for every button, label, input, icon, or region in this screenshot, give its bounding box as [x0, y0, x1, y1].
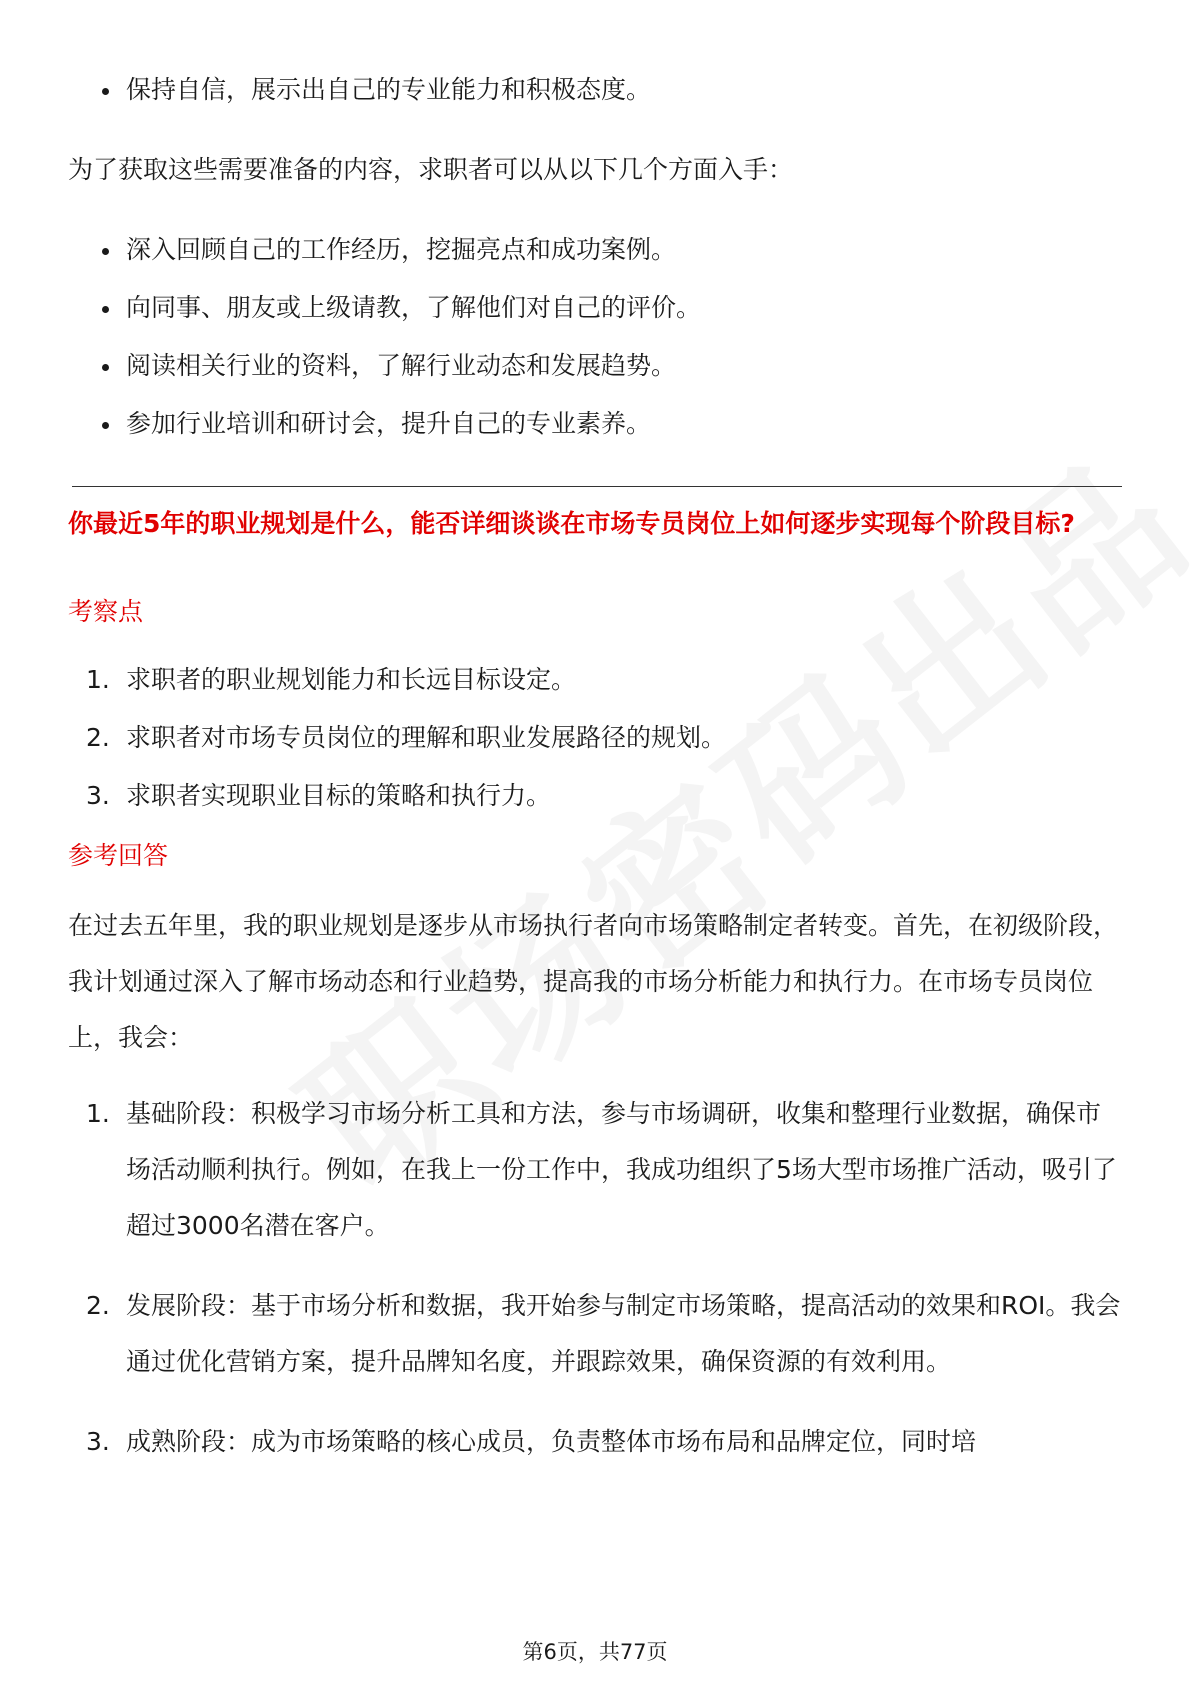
list-item [72, 1278, 1122, 1390]
list-item-text: 向同事、朋友或上级请教，了解他们对自己的评价。 [126, 293, 702, 322]
list-item-text: 保持自信，展示出自己的专业能力和积极态度。 [126, 75, 652, 104]
bullet-dot-icon [102, 422, 109, 429]
list-item-text: 参加行业培训和研讨会，提升自己的专业素养。 [126, 409, 652, 438]
list-item [72, 406, 1122, 442]
list-item-text: 求职者对市场专员岗位的理解和职业发展路径的规划。 [126, 723, 727, 752]
list-item [72, 662, 1122, 698]
stages-list [72, 1086, 1122, 1494]
points-list [72, 662, 1122, 836]
list-item [72, 232, 1122, 268]
bullet-dot-icon [102, 364, 109, 371]
list-item [72, 778, 1122, 814]
answer-heading: 参考回答 [68, 841, 169, 870]
list-item-text: 发展阶段：基于市场分析和数据，我开始参与制定市场策略，提高活动的效果和ROI。我会通过优化营销方案，提升品牌知名度，并跟踪效果，确保资源的有效利用。 [126, 1291, 1121, 1376]
list-marker: 1. [86, 665, 110, 694]
question-heading: 你最近5年的职业规划是什么，能否详细谈谈在市场专员岗位上如何逐步实现每个阶段目标? [68, 509, 1075, 538]
list-item [72, 1086, 1122, 1254]
list-item-text: 阅读相关行业的资料，了解行业动态和发展趋势。 [126, 351, 677, 380]
intro-paragraph: 为了获取这些需要准备的内容，求职者可以从以下几个方面入手： [68, 155, 794, 184]
bullet-dot-icon [102, 88, 109, 95]
list-marker: 2. [86, 723, 110, 752]
page-footer: 第6页，共77页 [522, 1640, 668, 1664]
list-item [72, 290, 1122, 326]
list-item-text: 求职者实现职业目标的策略和执行力。 [126, 781, 552, 810]
prep-bullet-list [72, 232, 1122, 464]
list-marker: 3. [86, 781, 110, 810]
list-marker: 1. [86, 1099, 110, 1128]
answer-paragraph: 在过去五年里，我的职业规划是逐步从市场执行者向市场策略制定者转变。首先，在初级阶段，我计划通过深入了解市场动态和行业趋势，提高我的市场分析能力和执行力。在市场专员岗位上，我会： [68, 911, 1119, 1052]
list-item-text: 深入回顾自己的工作经历，挖掘亮点和成功案例。 [126, 235, 677, 264]
section-divider [72, 486, 1122, 487]
list-marker: 2. [86, 1291, 110, 1320]
list-item-text: 基础阶段：积极学习市场分析工具和方法，参与市场调研，收集和整理行业数据，确保市场活动顺利执行。例如，在我上一份工作中，我成功组织了5场大型市场推广活动，吸引了超过3000名潜在客户。 [126, 1099, 1117, 1240]
list-item [72, 1414, 1122, 1470]
bullet-dot-icon [102, 248, 109, 255]
list-item-text: 成熟阶段：成为市场策略的核心成员，负责整体市场布局和品牌定位，同时培 [126, 1427, 977, 1456]
list-item [72, 72, 1122, 108]
list-marker: 3. [86, 1427, 110, 1456]
top-bullet-list [72, 72, 1122, 130]
list-item [72, 348, 1122, 384]
list-item [72, 720, 1122, 756]
bullet-dot-icon [102, 306, 109, 313]
list-item-text: 求职者的职业规划能力和长远目标设定。 [126, 665, 577, 694]
points-heading: 考察点 [68, 597, 144, 626]
